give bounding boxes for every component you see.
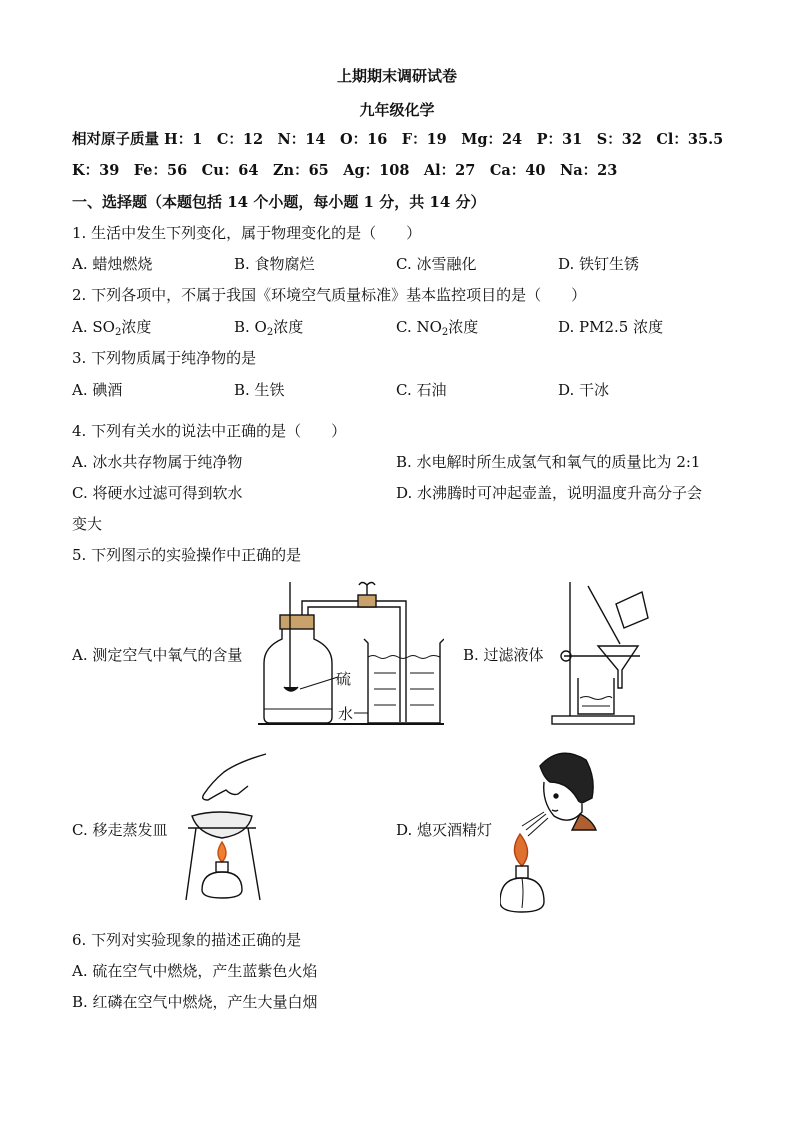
question-2-option-a: A. $SO_2$浓度 bbox=[72, 318, 152, 338]
page-title: 上期期末调研试卷 bbox=[336, 67, 457, 85]
question-5-option-d: D. 熄灭酒精灯 bbox=[396, 821, 493, 839]
question-6-stem: 6. 下列对实验现象的描述正确的是 bbox=[72, 931, 302, 949]
question-3-option-c: C. 石油 bbox=[396, 381, 447, 399]
page-subtitle: 九年级化学 bbox=[359, 101, 435, 119]
evaporating-dish-figure bbox=[178, 750, 270, 912]
filtration-setup-figure bbox=[550, 578, 650, 726]
question-1-option-d: D. 铁钉生锈 bbox=[558, 255, 640, 273]
question-4-option-c: C. 将硬水过滤可得到软水 bbox=[72, 484, 243, 502]
question-5-option-a: A. 测定空气中氧气的含量 bbox=[72, 646, 243, 664]
question-2-option-c: C. $NO_2$浓度 bbox=[396, 318, 479, 338]
label-water: 水 bbox=[338, 705, 354, 723]
atomic-mass-line-1: 相对原子质量 H：1 C：12 N：14 O：16 F：19 Mg：24 P：31 S：32 Cl：35.5 bbox=[72, 131, 724, 148]
question-2-option-b: B. $O_2$浓度 bbox=[234, 318, 304, 338]
question-1-stem: 1. 生活中发生下列变化，属于物理变化的是（ ） bbox=[72, 224, 422, 242]
question-2-stem: 2. 下列各项中，不属于我国《环境空气质量标准》基本监控项目的是（ ） bbox=[72, 286, 587, 304]
question-3-stem: 3. 下列物质属于纯净物的是 bbox=[72, 349, 257, 367]
question-4-option-a: A. 冰水共存物属于纯净物 bbox=[72, 453, 243, 471]
label-sulfur: 硫 bbox=[336, 670, 352, 688]
question-5-stem: 5. 下列图示的实验操作中正确的是 bbox=[72, 546, 302, 564]
question-4-option-d: D. 水沸腾时可冲起壶盖，说明温度升高分子会 bbox=[396, 484, 703, 502]
question-4-option-b: B. 水电解时所生成氢气和氧气的质量比为 2:1 bbox=[396, 453, 701, 471]
question-1-option-c: C. 冰雪融化 bbox=[396, 255, 477, 273]
question-5-option-c: C. 移走蒸发皿 bbox=[72, 821, 168, 839]
question-4-stem: 4. 下列有关水的说法中正确的是（ ） bbox=[72, 422, 347, 440]
question-6-option-b: B. 红磷在空气中燃烧，产生大量白烟 bbox=[72, 993, 318, 1011]
question-2-option-d: D. PM2.5 浓度 bbox=[558, 318, 664, 336]
extinguish-alcohol-lamp-figure bbox=[500, 742, 612, 920]
question-6-option-a: A. 硫在空气中燃烧，产生蓝紫色火焰 bbox=[72, 962, 318, 980]
question-1-option-a: A. 蜡烛燃烧 bbox=[72, 255, 153, 273]
question-1-option-b: B. 食物腐烂 bbox=[234, 255, 315, 273]
atomic-mass-line-2: K：39 Fe：56 Cu：64 Zn：65 Ag：108 Al：27 Ca：40 Na：23 bbox=[72, 162, 618, 179]
question-5-option-b: B. 过滤液体 bbox=[463, 646, 544, 664]
question-3-option-a: A. 碘酒 bbox=[72, 381, 123, 399]
question-4-option-d-continued: 变大 bbox=[72, 515, 103, 533]
question-3-option-b: B. 生铁 bbox=[234, 381, 285, 399]
question-3-option-d: D. 干冰 bbox=[558, 381, 610, 399]
section-title: 一、选择题（本题包括 14 个小题，每小题 1 分，共 14 分） bbox=[72, 193, 486, 211]
